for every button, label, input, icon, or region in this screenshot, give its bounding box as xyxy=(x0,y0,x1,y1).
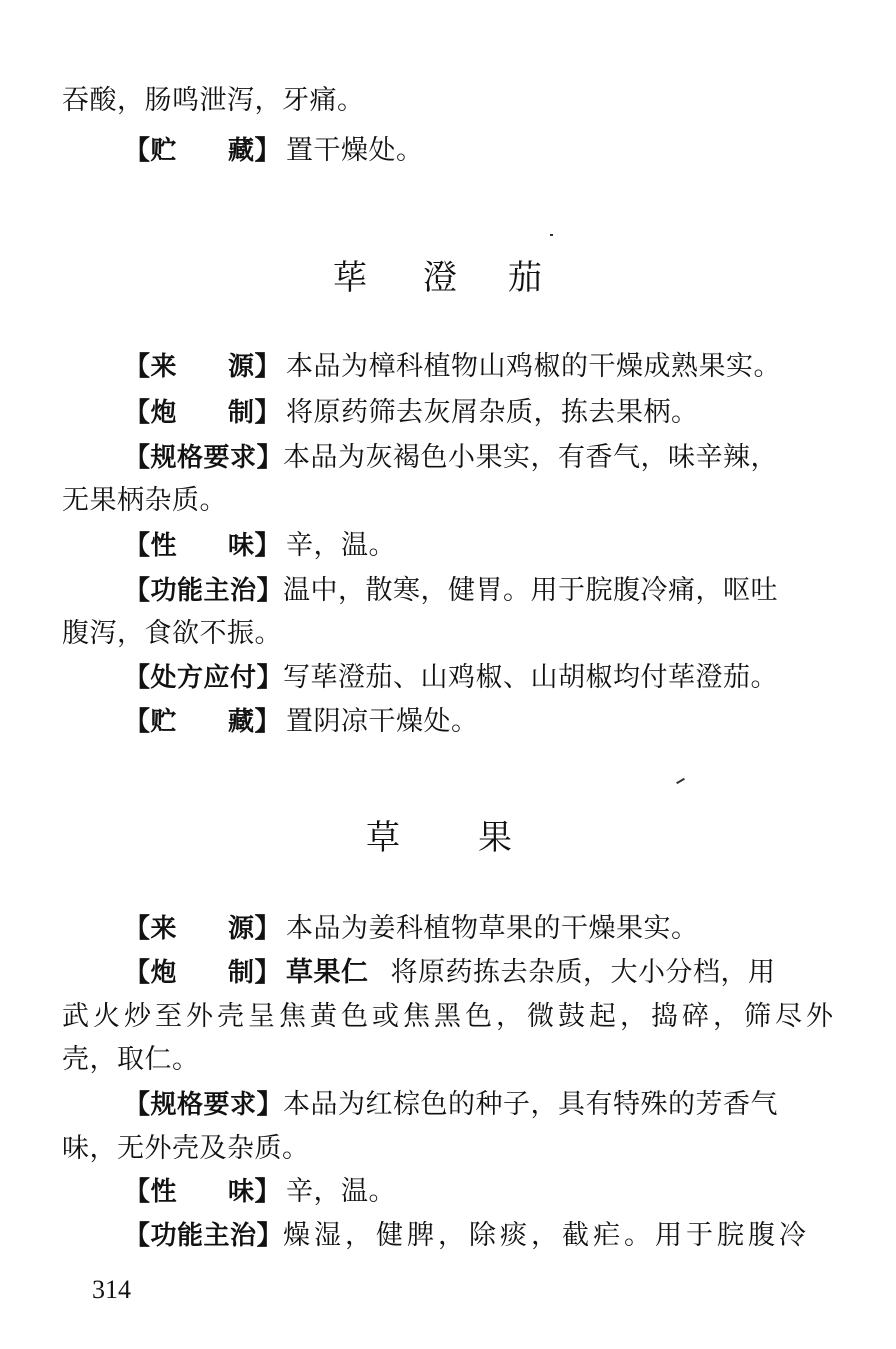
storage-text: 置干燥处。 xyxy=(286,135,424,166)
section-title-bichengqie xyxy=(333,258,367,298)
tag-part: 源】 xyxy=(228,914,282,944)
title-char: 果 xyxy=(478,818,512,858)
spec-tag: 【规格要求】 xyxy=(124,1090,284,1120)
tag-part: 【性 xyxy=(124,1177,178,1207)
section-title-char-3 xyxy=(508,258,542,298)
source-tag xyxy=(124,912,286,946)
source-tag xyxy=(124,350,286,384)
nature-entry xyxy=(124,529,884,563)
process-text: 将原药筛去灰屑杂质，拣去果柄。 xyxy=(286,397,699,428)
continuation-line xyxy=(62,84,822,118)
tag-part: 藏】 xyxy=(228,136,282,166)
rx-tag: 【处方应付】 xyxy=(124,663,284,693)
process-entry xyxy=(124,396,884,430)
process-entry-cont xyxy=(62,1000,837,1034)
process-tag xyxy=(124,956,286,990)
function-text-cont: 腹泻，食欲不振。 xyxy=(62,618,282,649)
title-char: 草 xyxy=(366,818,400,858)
storage-tag xyxy=(124,705,286,739)
section-title-char-2 xyxy=(478,818,512,858)
nature-text: 辛，温。 xyxy=(286,530,396,561)
tag-part: 【来 xyxy=(124,352,178,382)
nature-tag xyxy=(124,529,286,563)
function-entry xyxy=(124,1219,884,1253)
process-tag xyxy=(124,396,286,430)
tag-part: 【炮 xyxy=(124,958,178,988)
storage-tag xyxy=(124,134,286,168)
print-mark xyxy=(676,778,685,784)
tag-part: 【贮 xyxy=(124,136,178,166)
spec-tag: 【规格要求】 xyxy=(124,443,284,473)
title-char: 荜 xyxy=(333,258,367,298)
process-text-cont: 壳，取仁。 xyxy=(62,1044,200,1075)
function-tag: 【功能主治】 xyxy=(124,1221,284,1251)
function-entry xyxy=(124,574,884,608)
nature-text: 辛，温。 xyxy=(286,1176,396,1207)
rx-entry xyxy=(124,661,884,695)
page-number: 314 xyxy=(92,1275,131,1304)
title-char: 茄 xyxy=(508,258,542,298)
title-char: 澄 xyxy=(423,258,457,298)
spec-text: 本品为灰褐色小果实，有香气，味辛辣， xyxy=(283,442,779,473)
function-text: 燥湿，健脾，除痰，截疟。用于脘腹冷 xyxy=(283,1220,811,1251)
source-entry xyxy=(124,912,884,946)
storage-entry-top xyxy=(124,134,884,168)
function-text: 温中，散寒，健胃。用于脘腹冷痛，呕吐 xyxy=(283,575,779,606)
source-text: 本品为姜科植物草果的干燥果实。 xyxy=(286,913,699,944)
tag-part: 【炮 xyxy=(124,398,178,428)
tag-part: 【性 xyxy=(124,531,178,561)
print-mark xyxy=(550,234,553,236)
section-title-char-2 xyxy=(423,258,457,298)
spec-entry xyxy=(124,441,884,475)
source-entry xyxy=(124,350,884,384)
tag-part: 制】 xyxy=(228,398,282,428)
process-entry xyxy=(124,956,884,990)
spec-text-cont: 味，无外壳及杂质。 xyxy=(62,1133,310,1164)
spec-entry xyxy=(124,1088,884,1122)
section-title-caoguo xyxy=(366,818,400,858)
tag-part: 味】 xyxy=(228,1177,282,1207)
spec-entry-cont xyxy=(62,484,822,518)
nature-tag xyxy=(124,1175,286,1209)
tag-part: 制】 xyxy=(228,958,282,988)
storage-entry xyxy=(124,705,884,739)
tag-part: 藏】 xyxy=(228,707,282,737)
process-entry-cont-2 xyxy=(62,1043,822,1077)
source-text: 本品为樟科植物山鸡椒的干燥成熟果实。 xyxy=(286,351,781,382)
spec-entry-cont xyxy=(62,1132,822,1166)
storage-text: 置阴凉干燥处。 xyxy=(286,706,479,737)
process-text-cont: 武火炒至外壳呈焦黄色或焦黑色，微鼓起，捣碎，筛尽外 xyxy=(62,1001,837,1032)
function-tag: 【功能主治】 xyxy=(124,576,284,606)
function-entry-cont xyxy=(62,617,822,651)
nature-entry xyxy=(124,1175,884,1209)
process-text: 将原药拣去杂质，大小分档，用 xyxy=(390,957,776,988)
tag-part: 【来 xyxy=(124,914,178,944)
tag-part: 【贮 xyxy=(124,707,178,737)
process-term: 草果仁 xyxy=(286,957,369,988)
continuation-text: 吞酸，肠鸣泄泻，牙痛。 xyxy=(62,85,365,116)
rx-text: 写荜澄茄、山鸡椒、山胡椒均付荜澄茄。 xyxy=(283,662,779,693)
spec-text-cont: 无果柄杂质。 xyxy=(62,485,227,516)
tag-part: 味】 xyxy=(228,531,282,561)
tag-part: 源】 xyxy=(228,352,282,382)
spec-text: 本品为红棕色的种子，具有特殊的芳香气 xyxy=(283,1089,779,1120)
